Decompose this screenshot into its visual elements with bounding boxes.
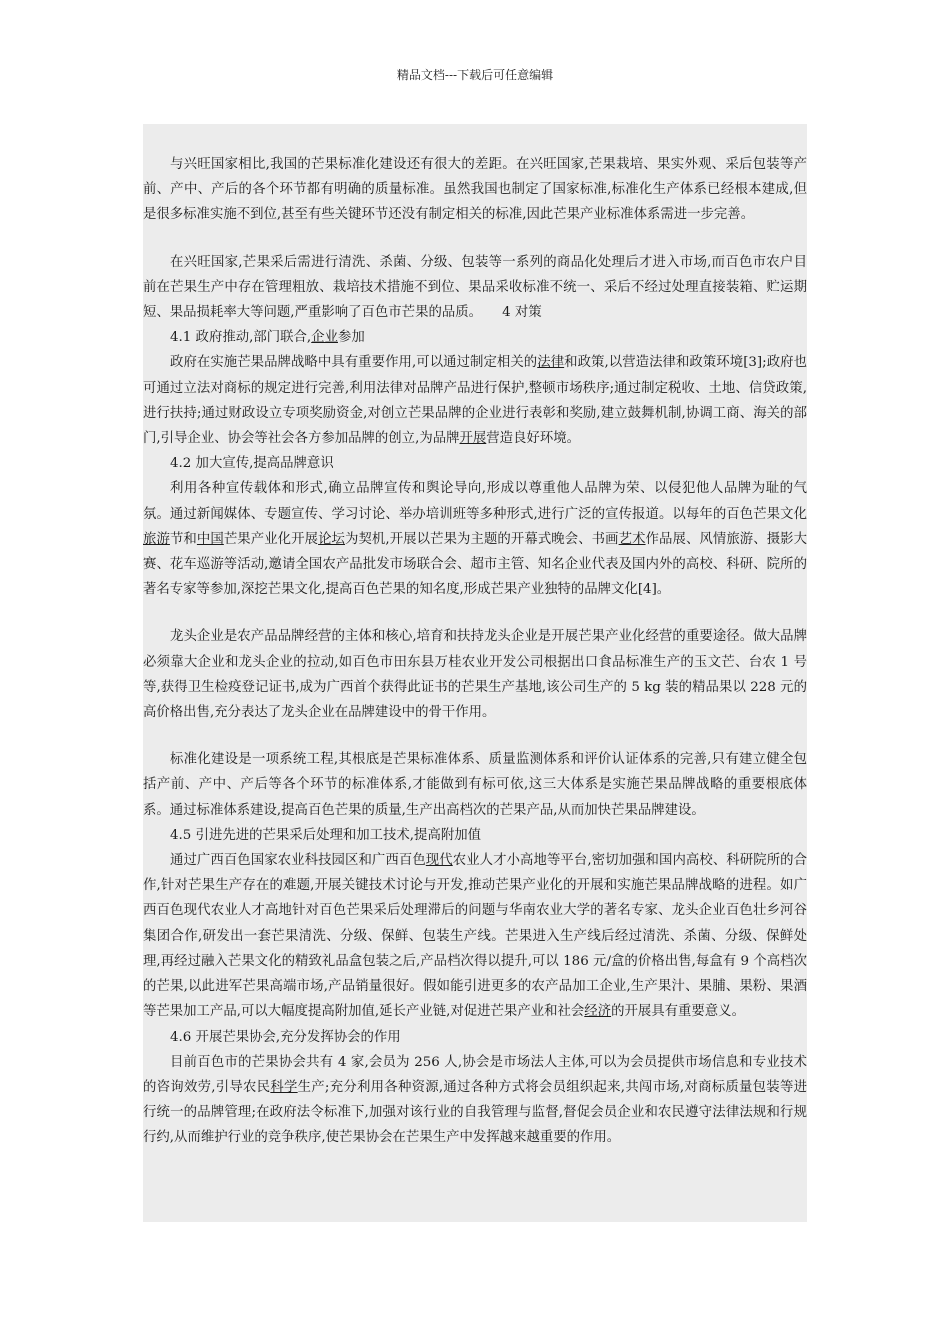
paragraph-4-5: 通过广西百色国家农业科技园区和广西百色现代农业人才小高地等平台,密切加强和国内高校、科研院所的合作,针对芒果生产存在的难题,开展关键技术讨论与开发,推动芒果产业化的开展和实施芒果品牌战略的进程。如广西百色现代农业人才高地针对百色芒果采后处理滞后的问题与华南农业大学的著名专家、龙头企业百色壮乡河谷集团合作,研发出一套芒果清洗、分级、保鲜、包装生产线。芒果进入生产线后经过清洗、杀菌、分级、保鲜处理,再经过融入芒果文化的精致礼品盒包装之后,产品档次得以提升,可以 186 元/盒的价格出售,每盒有 9 个高档次的芒果,以此进军芒果高端市场,产品销量很好。假如能引进更多的农产品加工企业,生产果汁、果脯、果粉、果酒等芒果加工产品,可以大幅度提高附加值,延长产业链,对促进芒果产业和社会经济的开展具有重要意义。 <box>143 853 808 1020</box>
paragraph-postharvest-issues: 在兴旺国家,芒果采后需进行清洗、杀菌、分级、包装等一系列的商品化处理后才进入市场,而百色市农户目前在芒果生产中存在管理粗放、栽培技术措施不到位、果品采收标准不统一、采后不经过处理直接装箱、贮运期短、果品损耗率大等问题,严重影响了百色市芒果的品质。 4 对策 <box>143 254 807 321</box>
link-law[interactable]: 法律 <box>537 355 565 371</box>
heading-4-6: 4.6 开展芒果协会,充分发挥协会的作用 <box>170 1029 401 1045</box>
link-tourism[interactable]: 旅游 <box>143 531 170 547</box>
link-enterprise[interactable]: 企业 <box>311 330 338 346</box>
paragraph-standard-gap: 与兴旺国家相比,我国的芒果标准化建设还有很大的差距。在兴旺国家,芒果栽培、果实外观、采后包装等产前、产中、产后的各个环节都有明确的质量标准。虽然我国也制定了国家标准,标准化生产体系已经根本建成,但是很多标准实施不到位,甚至有些关键环节还没有制定相关的标准,因此芒果产业标准体系需进一步完善。 <box>143 157 807 223</box>
link-china[interactable]: 中国 <box>196 531 224 547</box>
paragraph-4-1: 政府在实施芒果品牌战略中具有重要作用,可以通过制定相关的法律和政策,以营造法律和政策环境[3];政府也可通过立法对商标的规定进行完善,利用法律对品牌产品进行保护,整顿市场秩序;通过制定税收、土地、信贷政策,进行扶持;通过财政设立专项奖励资金,对创立芒果品牌的企业进行表彰和奖励,建立鼓舞机制,协调工商、海关的部门,引导企业、协会等社会各方参加品牌的创立,为品牌开展营造良好环境。 <box>143 355 807 447</box>
document-body <box>143 124 807 1222</box>
link-forum[interactable]: 论坛 <box>318 531 345 547</box>
link-develop[interactable]: 开展 <box>459 431 487 447</box>
heading-4-1: 4.1 政府推动,部门联合,企业参加 <box>170 330 365 346</box>
paragraph-standardization: 标准化建设是一项系统工程,其根底是芒果标准体系、质量监测体系和评价认证体系的完善,只有建立健全包括产前、产中、产后等各个环节的标准体系,才能做到有标可依,这三大体系是实施芒果品牌战略的重要根底体系。通过标准体系建设,提高百色芒果的质量,生产出高档次的芒果产品,从而加快芒果品牌建设。 <box>143 752 807 818</box>
paragraph-leading-enterprise: 龙头企业是农产品品牌经营的主体和核心,培育和扶持龙头企业是开展芒果产业化经营的重要途径。做大品牌必须靠大企业和龙头企业的拉动,如百色市田东县万桂农业开发公司根据出口食品标准生产的玉文芒、台农 1 号等,获得卫生检疫登记证书,成为广西首个获得此证书的芒果生产基地,该公司生产的 5 kg 装的精品果以 228 元的高价格出售,充分表达了龙头企业在品牌建设中的骨干作用。 <box>143 629 807 721</box>
heading-4-2: 4.2 加大宣传,提高品牌意识 <box>170 456 334 472</box>
paragraph-4-6: 目前百色市的芒果协会共有 4 家,会员为 256 人,协会是市场法人主体,可以为会员提供市场信息和专业技术的咨询效劳,引导农民科学生产;充分利用各种资源,通过各种方式将会员组织起来,共闯市场,对商标质量包装等进行统一的品牌管理;在政府法令标准下,加强对该行业的自我管理与监督,督促会员企业和农民遵守法律法规和行规行约,从而维护行业的竞争秩序,使芒果协会在芒果生产中发挥越来越重要的作用。 <box>143 1054 807 1146</box>
link-art[interactable]: 艺术 <box>618 531 646 547</box>
link-modern[interactable]: 现代 <box>425 853 453 869</box>
link-economy[interactable]: 经济 <box>584 1004 612 1020</box>
page-header: 精品文档---下载后可任意编辑 <box>396 68 554 82</box>
link-science[interactable]: 科学 <box>270 1079 298 1095</box>
paragraph-4-2: 利用各种宣传载体和形式,确立品牌宣传和舆论导向,形成以尊重他人品牌为荣、以侵犯他人品牌为耻的气氛。通过新闻媒体、专题宣传、学习讨论、举办培训班等多种形式,进行广泛的宣传报道。以每年的百色芒果文化旅游节和中国芒果产业化开展论坛为契机,开展以芒果为主题的开幕式晚会、书画艺术作品展、风情旅游、摄影大赛、花车巡游等活动,邀请全国农产品批发市场联合会、超市主管、知名企业代表及国内外的高校、科研、院所的著名专家等参加,深挖芒果文化,提高百色芒果的知名度,形成芒果产业独特的品牌文化[4]。 <box>143 481 808 598</box>
heading-4-5: 4.5 引进先进的芒果采后处理和加工技术,提高附加值 <box>170 827 482 843</box>
